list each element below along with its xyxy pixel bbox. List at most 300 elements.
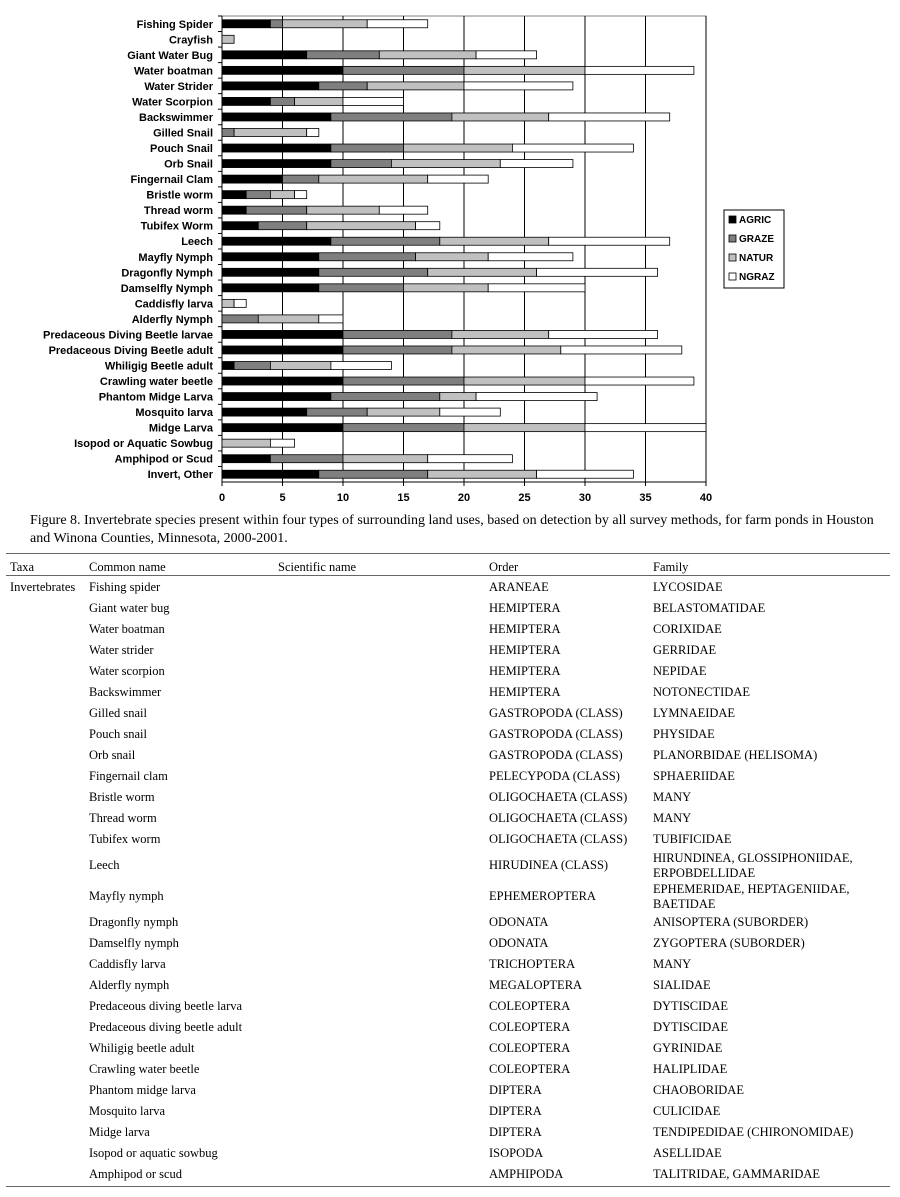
category-label: Alderfly Nymph: [131, 313, 213, 326]
bar-segment: [331, 160, 392, 168]
bar-segment: [295, 191, 307, 199]
category-label: Invert, Other: [147, 469, 213, 482]
order-cell: HIRUDINEA (CLASS): [489, 858, 609, 872]
category-label: Fingernail Clam: [130, 174, 213, 187]
family-cell: CULICIDAE: [653, 1104, 721, 1118]
bar-segment: [319, 470, 428, 478]
taxa-cell: Invertebrates: [10, 580, 76, 594]
bar-segment: [319, 284, 404, 292]
category-label: Gilled Snail: [153, 127, 213, 140]
family-cell: NEPIDAE: [653, 664, 707, 678]
scientific-name-cell: [274, 975, 485, 996]
table-row: [6, 724, 890, 745]
bar-segment: [222, 393, 331, 401]
taxa-cell: [6, 766, 85, 787]
common-name-cell: Predaceous diving beetle larva: [89, 999, 243, 1013]
bar-segment: [404, 144, 513, 152]
category-label: Isopod or Aquatic Sowbug: [74, 438, 213, 451]
bar-segment: [500, 160, 573, 168]
table-row: [6, 954, 890, 975]
table-bottom-rule: [6, 1186, 890, 1187]
taxa-cell: [6, 1017, 85, 1038]
table-row: [6, 912, 890, 933]
order-cell: OLIGOCHAETA (CLASS): [489, 832, 628, 846]
taxa-cell: [6, 1059, 85, 1080]
species-table: [6, 558, 890, 1185]
x-tick-label: 40: [699, 492, 713, 504]
common-name-cell: Giant water bug: [89, 601, 170, 615]
category-label: Phantom Midge Larva: [98, 391, 213, 404]
family-cell: CORIXIDAE: [653, 622, 722, 636]
common-name-cell: Pouch snail: [89, 727, 147, 741]
category-label: Damselfly Nymph: [120, 282, 213, 295]
family-cell: ZYGOPTERA (SUBORDER): [653, 936, 805, 950]
common-name-cell: Water boatman: [89, 622, 165, 636]
bar-segment: [222, 35, 234, 43]
bar-segment: [537, 268, 658, 276]
table-row: [6, 850, 890, 881]
common-name-cell: Fingernail clam: [89, 769, 168, 783]
category-label: Water boatman: [133, 65, 213, 78]
taxa-cell: [6, 682, 85, 703]
bar-segment: [222, 299, 234, 307]
scientific-name-cell: [274, 1080, 485, 1101]
table-row: [6, 682, 890, 703]
bar-segment: [258, 222, 306, 230]
bar-segment: [307, 51, 380, 59]
bar-segment: [270, 439, 294, 447]
legend-label: AGRIC: [739, 215, 772, 226]
bar-segment: [222, 82, 319, 90]
bar-segment: [319, 315, 343, 323]
scientific-name-cell: [274, 682, 485, 703]
common-name-cell: Alderfly nymph: [89, 978, 170, 992]
header-taxa: Taxa: [10, 560, 35, 574]
family-cell: PHYSIDAE: [653, 727, 715, 741]
common-name-cell: Phantom midge larva: [89, 1083, 196, 1097]
bar-segment: [488, 284, 585, 292]
bar-segment: [270, 362, 331, 370]
bar-segment: [222, 129, 234, 137]
category-label: Midge Larva: [148, 422, 213, 435]
common-name-cell: Predaceous diving beetle adult: [89, 1020, 243, 1034]
bar-segment: [319, 268, 428, 276]
table-row: [6, 1143, 890, 1164]
common-name-cell: Water scorpion: [89, 664, 165, 678]
bar-segment: [246, 191, 270, 199]
bar-segment: [537, 470, 634, 478]
bar-segment: [428, 268, 537, 276]
order-cell: COLEOPTERA: [489, 999, 571, 1013]
order-cell: HEMIPTERA: [489, 664, 561, 678]
category-label: Leech: [181, 236, 213, 249]
bar-segment: [222, 455, 270, 463]
header-order: Order: [489, 560, 519, 574]
scientific-name-cell: [274, 808, 485, 829]
common-name-cell: Whiligig beetle adult: [89, 1041, 195, 1055]
bar-segment: [307, 408, 368, 416]
header-scientific-name: Scientific name: [278, 560, 357, 574]
order-cell: HEMIPTERA: [489, 601, 561, 615]
taxa-cell: [6, 850, 85, 881]
scientific-name-cell: [274, 598, 485, 619]
order-cell: OLIGOCHAETA (CLASS): [489, 790, 628, 804]
common-name-cell: Tubifex worm: [89, 832, 161, 846]
bar-segment: [440, 408, 501, 416]
family-cell: HIRUNDINEA, GLOSSIPHONIIDAE, ERPOBDELLIDAE: [653, 850, 853, 880]
category-label: Caddisfly larva: [134, 298, 213, 311]
table-body: [6, 577, 890, 1185]
category-label: Predaceous Diving Beetle adult: [48, 344, 213, 357]
bar-segment: [222, 362, 234, 370]
family-cell: MANY: [653, 811, 692, 825]
order-cell: OLIGOCHAETA (CLASS): [489, 811, 628, 825]
bar-segment: [222, 408, 307, 416]
order-cell: ISOPODA: [489, 1146, 544, 1160]
bar-segment: [464, 377, 585, 385]
x-tick-label: 0: [218, 492, 226, 504]
scientific-name-cell: [274, 703, 485, 724]
bar-segment: [391, 160, 500, 168]
bar-segment: [295, 97, 343, 105]
bar-segment: [428, 455, 513, 463]
category-label: Crawling water beetle: [99, 376, 213, 389]
bar-segment: [367, 408, 440, 416]
common-name-cell: Damselfly nymph: [89, 936, 179, 950]
category-label: Orb Snail: [164, 158, 213, 171]
bar-segment: [452, 346, 561, 354]
order-cell: COLEOPTERA: [489, 1041, 571, 1055]
family-cell: EPHEMERIDAE, HEPTAGENIIDAE, BAETIDAE: [653, 881, 850, 911]
bar-segment: [222, 206, 246, 214]
bar-segment: [452, 113, 549, 121]
bar-segment: [476, 393, 597, 401]
category-label: Amphipod or Scud: [114, 453, 213, 466]
bar-segment: [234, 299, 246, 307]
bar-segment: [234, 129, 307, 137]
common-name-cell: Fishing spider: [89, 580, 161, 594]
order-cell: GASTROPODA (CLASS): [489, 748, 623, 762]
bar-segment: [585, 424, 706, 432]
taxa-cell: [6, 661, 85, 682]
scientific-name-cell: [274, 881, 485, 912]
bar-segment: [549, 237, 670, 245]
category-label: Dragonfly Nymph: [121, 267, 213, 280]
common-name-cell: Amphipod or scud: [89, 1167, 183, 1181]
bar-segment: [440, 237, 549, 245]
taxa-cell: [6, 954, 85, 975]
bar-segment: [452, 330, 549, 338]
bar-segment: [549, 330, 658, 338]
family-cell: ANISOPTERA (SUBORDER): [653, 915, 809, 929]
category-label: Backswimmer: [139, 111, 213, 124]
family-cell: HALIPLIDAE: [653, 1062, 728, 1076]
bar-segment: [222, 284, 319, 292]
scientific-name-cell: [274, 996, 485, 1017]
scientific-name-cell: [274, 1143, 485, 1164]
bar-segment: [319, 82, 367, 90]
family-cell: SPHAERIIDAE: [653, 769, 735, 783]
bar-segment: [307, 206, 380, 214]
bar-segment: [319, 175, 428, 183]
family-cell: NOTONECTIDAE: [653, 685, 750, 699]
bar-segment: [331, 144, 404, 152]
category-label: Predaceous Diving Beetle larvae: [43, 329, 213, 342]
common-name-cell: Mosquito larva: [89, 1104, 166, 1118]
bar-segment: [222, 377, 343, 385]
scientific-name-cell: [274, 640, 485, 661]
taxa-cell: [6, 703, 85, 724]
taxa-cell: [6, 1122, 85, 1143]
table-row: [6, 1080, 890, 1101]
bar-segment: [222, 20, 270, 28]
category-label: Fishing Spider: [136, 18, 213, 31]
table-row: [6, 808, 890, 829]
common-name-cell: Crawling water beetle: [89, 1062, 200, 1076]
bar-segment: [222, 346, 343, 354]
family-cell: PLANORBIDAE (HELISOMA): [653, 748, 818, 762]
bar-segment: [416, 222, 440, 230]
scientific-name-cell: [274, 724, 485, 745]
bar-segment: [476, 51, 536, 59]
scientific-name-cell: [274, 829, 485, 850]
bar-segment: [428, 470, 537, 478]
table-row: [6, 881, 890, 912]
bar-segment: [258, 315, 319, 323]
bar-segment: [331, 237, 440, 245]
category-label: Tubifex Worm: [140, 220, 213, 233]
category-label: Mosquito larva: [135, 407, 213, 420]
bar-segment: [222, 237, 331, 245]
order-cell: HEMIPTERA: [489, 622, 561, 636]
bar-segment: [222, 470, 319, 478]
bar-segment: [343, 66, 464, 74]
order-cell: HEMIPTERA: [489, 643, 561, 657]
legend-swatch: [729, 254, 736, 261]
bar-segment: [488, 253, 573, 261]
bar-segment: [343, 97, 404, 105]
common-name-cell: Water strider: [89, 643, 154, 657]
bar-segment: [379, 206, 427, 214]
bar-segment: [234, 362, 270, 370]
x-tick-label: 10: [336, 492, 350, 504]
family-cell: CHAOBORIDAE: [653, 1083, 744, 1097]
scientific-name-cell: [274, 1101, 485, 1122]
scientific-name-cell: [274, 1059, 485, 1080]
order-cell: GASTROPODA (CLASS): [489, 727, 623, 741]
table-row: [6, 598, 890, 619]
stacked-bar-chart: [0, 0, 900, 508]
family-cell: SIALIDAE: [653, 978, 711, 992]
order-cell: EPHEMEROPTERA: [489, 889, 596, 903]
taxa-cell: [6, 640, 85, 661]
order-cell: DIPTERA: [489, 1104, 542, 1118]
scientific-name-cell: [274, 577, 485, 598]
scientific-name-cell: [274, 787, 485, 808]
bar-segment: [307, 222, 416, 230]
bar-segment: [222, 160, 331, 168]
x-tick-labels: [219, 492, 712, 504]
family-cell: LYMNAEIDAE: [653, 706, 736, 720]
bar-segment: [549, 113, 670, 121]
table-row: [6, 745, 890, 766]
legend: [724, 210, 784, 288]
table-row: [6, 703, 890, 724]
taxa-cell: [6, 829, 85, 850]
bar-segment: [343, 346, 452, 354]
common-name-cell: Isopod or aquatic sowbug: [89, 1146, 218, 1160]
family-cell: LYCOSIDAE: [653, 580, 723, 594]
bar-segment: [222, 191, 246, 199]
taxa-cell: [6, 1101, 85, 1122]
bar-segment: [343, 377, 464, 385]
x-tick-label: 25: [518, 492, 531, 504]
bar-segment: [222, 439, 270, 447]
table-row: [6, 640, 890, 661]
bar-segment: [512, 144, 633, 152]
common-name-cell: Orb snail: [89, 748, 136, 762]
family-cell: MANY: [653, 790, 692, 804]
family-cell: GYRINIDAE: [653, 1041, 723, 1055]
common-name-cell: Leech: [89, 858, 120, 872]
taxa-cell: [6, 724, 85, 745]
bar-segment: [464, 424, 585, 432]
x-tick-label: 5: [279, 492, 286, 504]
family-cell: BELASTOMATIDAE: [653, 601, 766, 615]
bar-segment: [283, 20, 368, 28]
bar-segment: [464, 66, 585, 74]
bar-segment: [343, 455, 428, 463]
family-cell: DYTISCIDAE: [653, 999, 728, 1013]
legend-label: NGRAZ: [739, 272, 775, 283]
legend-swatch: [729, 235, 736, 242]
bar-segment: [331, 393, 440, 401]
order-cell: HEMIPTERA: [489, 685, 561, 699]
table-row: [6, 661, 890, 682]
taxa-cell: [6, 745, 85, 766]
table-row: [6, 766, 890, 787]
bar-segment: [561, 346, 682, 354]
family-cell: TENDIPEDIDAE (CHIRONOMIDAE): [653, 1125, 854, 1139]
table-row: [6, 1101, 890, 1122]
x-tick-label: 15: [397, 492, 410, 504]
common-name-cell: Mayfly nymph: [89, 889, 164, 903]
bar-segment: [222, 424, 343, 432]
table-row: [6, 1017, 890, 1038]
bar-segment: [585, 377, 694, 385]
order-cell: ODONATA: [489, 936, 549, 950]
bar-segment: [270, 97, 294, 105]
family-cell: TALITRIDAE, GAMMARIDAE: [653, 1167, 821, 1181]
table-row: [6, 787, 890, 808]
category-label: Water Scorpion: [132, 96, 213, 109]
bar-segment: [428, 175, 489, 183]
category-label: Giant Water Bug: [127, 49, 213, 62]
taxa-cell: [6, 1080, 85, 1101]
table-row: [6, 577, 890, 598]
x-tick-label: 35: [639, 492, 652, 504]
bar-segment: [222, 253, 319, 261]
taxa-cell: [6, 1143, 85, 1164]
header-family: Family: [653, 560, 689, 574]
taxa-cell: [6, 933, 85, 954]
table-row: [6, 1164, 890, 1185]
table-row: [6, 1038, 890, 1059]
common-name-cell: Caddisfly larva: [89, 957, 166, 971]
bar-segment: [464, 82, 573, 90]
taxa-cell: [6, 996, 85, 1017]
bar-segment: [331, 362, 392, 370]
scientific-name-cell: [274, 1017, 485, 1038]
taxa-cell: [6, 787, 85, 808]
x-tick-label: 20: [457, 492, 471, 504]
x-tick-label: 30: [578, 492, 592, 504]
taxa-cell: [6, 1038, 85, 1059]
taxa-cell: [6, 1164, 85, 1185]
family-cell: GERRIDAE: [653, 643, 717, 657]
category-labels: [43, 19, 214, 481]
table-row: [6, 1059, 890, 1080]
common-name-cell: Thread worm: [89, 811, 157, 825]
legend-swatch: [729, 273, 736, 280]
bar-segment: [319, 253, 416, 261]
scientific-name-cell: [274, 1038, 485, 1059]
bar-segment: [222, 97, 270, 105]
bar-segment: [222, 175, 283, 183]
scientific-name-cell: [274, 1122, 485, 1143]
bar-segment: [270, 20, 282, 28]
common-name-cell: Backswimmer: [89, 685, 162, 699]
legend-label: GRAZE: [739, 234, 774, 245]
order-cell: TRICHOPTERA: [489, 957, 576, 971]
order-cell: COLEOPTERA: [489, 1062, 571, 1076]
bar-segment: [343, 424, 464, 432]
table-row: [6, 975, 890, 996]
taxa-cell: [6, 912, 85, 933]
bar-segment: [222, 330, 343, 338]
scientific-name-cell: [274, 850, 485, 881]
table-row: [6, 933, 890, 954]
header-common-name: Common name: [89, 560, 166, 574]
bar-segment: [270, 455, 343, 463]
category-label: Crayfish: [168, 34, 213, 47]
category-label: Thread worm: [143, 205, 213, 218]
bar-segment: [222, 113, 331, 121]
scientific-name-cell: [274, 619, 485, 640]
order-cell: DIPTERA: [489, 1125, 542, 1139]
scientific-name-cell: [274, 954, 485, 975]
category-label: Mayfly Nymph: [138, 251, 213, 264]
bar-segment: [270, 191, 294, 199]
table-row: [6, 996, 890, 1017]
table-row: [6, 829, 890, 850]
table-top-rule: [6, 553, 890, 554]
bar-segment: [379, 51, 476, 59]
family-cell: TUBIFICIDAE: [653, 832, 732, 846]
taxa-cell: [6, 975, 85, 996]
order-cell: MEGALOPTERA: [489, 978, 583, 992]
bar-segment: [367, 20, 428, 28]
bar-segment: [416, 253, 489, 261]
scientific-name-cell: [274, 1164, 485, 1185]
category-label: Pouch Snail: [150, 143, 213, 156]
bar-segment: [367, 82, 464, 90]
common-name-cell: Midge larva: [89, 1125, 150, 1139]
figure-caption: Figure 8. Invertebrate species present within four types of surrounding land uses, based on detection by all survey methods, for farm ponds in Houston and Winona Counties, Minnesota, 2000-2001.: [30, 513, 874, 546]
scientific-name-cell: [274, 661, 485, 682]
table-row: [6, 619, 890, 640]
order-cell: PELECYPODA (CLASS): [489, 769, 620, 783]
